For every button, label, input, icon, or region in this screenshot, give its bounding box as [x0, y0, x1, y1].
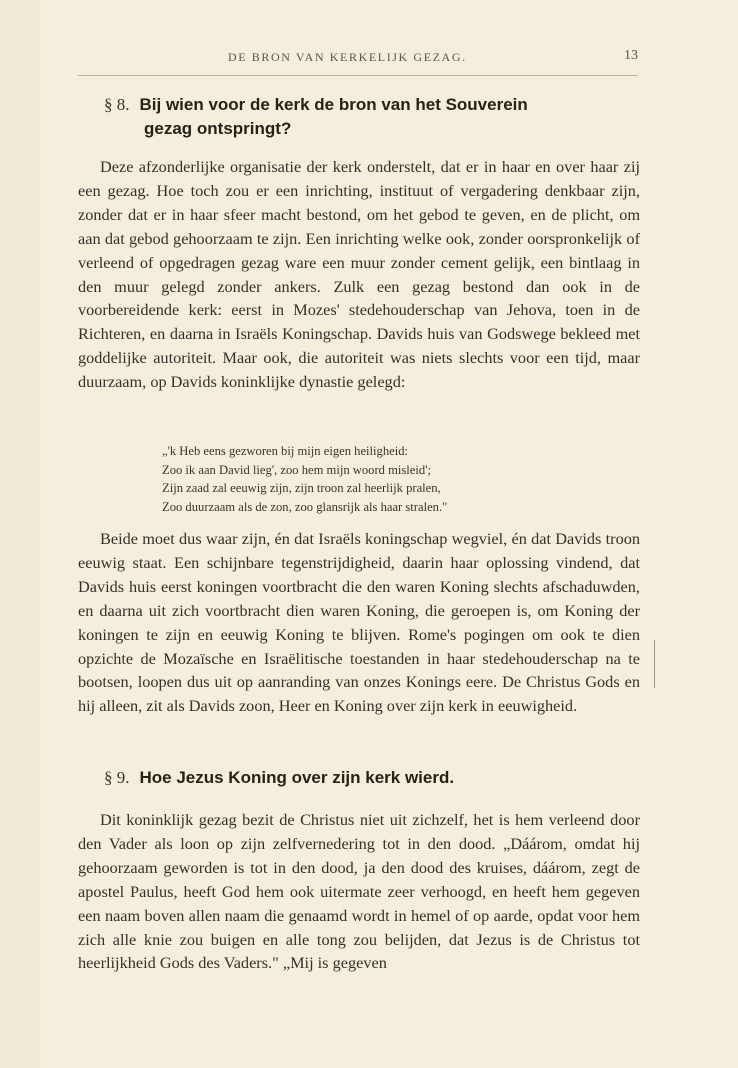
section-8-paragraph-2: Beide moet dus waar zijn, én dat Israëls koningschap wegviel, én dat Davids troon eeuwig staat. Een schijnbare tegenstrijdigheid, daarin haar oplossing vindend, dat Davids huis eerst koningen voortbracht die den waren Koning slechts afschaduwden, en daarna uit zich voortbracht dien waren Koning, die geroepen is, om Koning der koningen te zijn en eeuwig Koning te blijven. Rome's pogingen om ook te dien opzichte de Mozaïsche en Israëlitische toestanden in haar stedehouderschap na te bootsen, loopen dus uit op aanranding van onzes Konings eere. De Christus Gods en hij alleen, zit als Davids zoon, Heer en Koning over zijn kerk in eeuwigheid.	[78, 529, 640, 716]
margin-pencil-mark	[650, 640, 655, 688]
section-9-number: § 9.	[104, 768, 130, 787]
verse-line: Zoo duurzaam als de zon, zoo glansrijk als haar stralen."	[162, 499, 448, 514]
running-head-title: DE BRON VAN KERKELIJK GEZAG.	[228, 50, 467, 64]
section-8-title-line1: Bij wien voor de kerk de bron van het Souverein	[139, 95, 528, 114]
verse-line: „'k Heb eens gezworen bij mijn eigen heiligheid:	[162, 444, 409, 458]
section-9-paragraph-1: Dit koninklijk gezag bezit de Christus niet uit zichzelf, het is hem verleend door den Vader als loon op zijn zelfvernedering tot in den dood. „Dáárom, omdat hij gehoorzaam geworden is tot in den dood, ja den dood des kruises, dáárom, zegt de apostel Paulus, heeft God hem ook uitermate zeer verhoogd, en heeft hem gegeven een naam boven allen naam die genaamd wordt in hemel of op aarde, opdat voor hem zich alle knie zou buigen en alle tong zou belijden, dat Jezus is de Christus tot heerlijkheid Gods des Vaders." „Mij is gegeven	[78, 810, 640, 973]
section-9-heading	[104, 766, 644, 790]
verse-line: Zijn zaad zal eeuwig zijn, zijn troon zal heerlijk pralen,	[162, 481, 441, 496]
section-8-number: § 8.	[104, 95, 130, 114]
section-8-paragraph-1: Deze afzonderlijke organisatie der kerk onderstelt, dat er in haar en over haar zij een gezag. Hoe toch zou er een inrichting, instituut of vergadering denkbaar zijn, zonder dat er in haar sfeer macht bestond, om het gebod te geven, en de plicht, om aan dat gebod gehoorzaam te zijn. Een inrichting welke ook, zonder oorspronkelijk of verleend of opgedragen gezag ware een muur zonder cement gelijk, een bintlaag in den muur gelegd zonder ankers. Zulk een gezag bestond dan ook in de voorbereidende kerk: eerst in Mozes' stedehouderschap van Jehova, toen in de Richteren, en daarna in Israëls Koningschap. Davids huis van Godswege bekleed met goddelijke autoriteit. Maar ook, die autoriteit was niets slechts voor een tijd, maar duurzaam, op Davids koninklijke dynastie gelegd:	[78, 157, 640, 392]
verse-line: Zoo ik aan David lieg', zoo hem mijn woord misleid';	[162, 462, 431, 477]
section-8-heading	[104, 93, 644, 141]
page-number: 13	[624, 48, 638, 63]
section-8-title-line2: gezag ontspringt?	[144, 119, 292, 138]
header-rule	[78, 75, 638, 76]
section-9-title: Hoe Jezus Koning over zijn kerk wierd.	[139, 768, 455, 787]
quoted-verse	[162, 442, 602, 516]
